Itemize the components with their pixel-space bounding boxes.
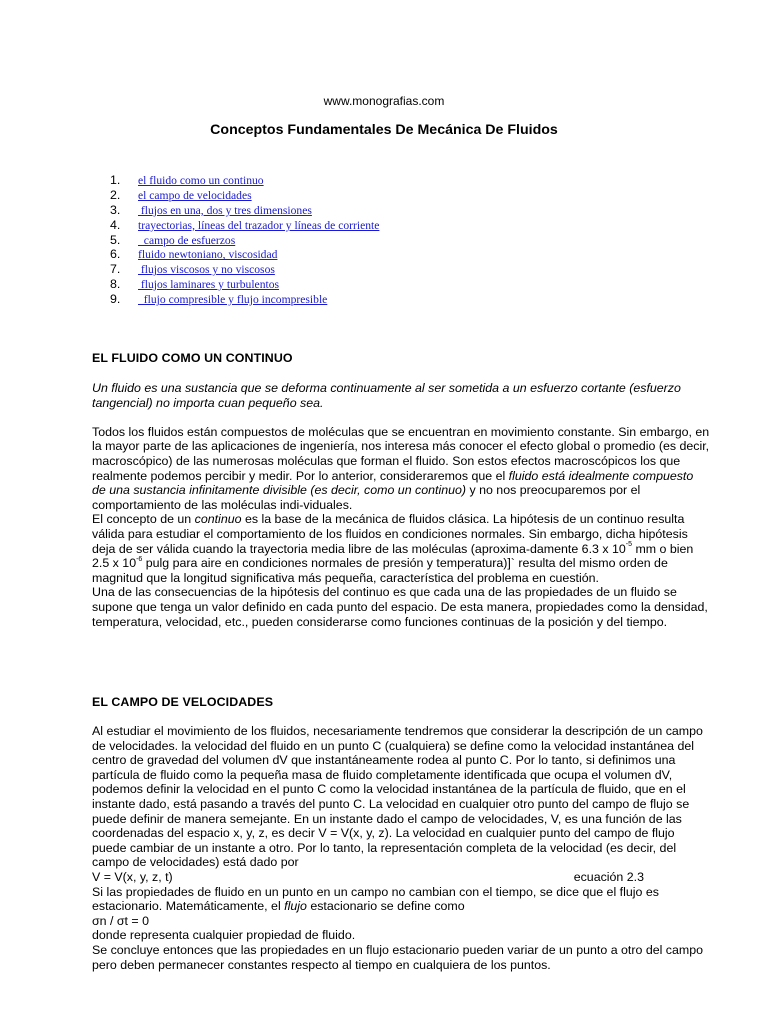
section-heading-fluido-continuo: EL FLUIDO COMO UN CONTINUO — [92, 351, 293, 365]
toc-link-campo-esfuerzos[interactable]: campo de esfuerzos — [138, 233, 236, 247]
toc-item: 9. flujo compresible y flujo incompresible — [110, 292, 328, 307]
definition-paragraph: Un fluido es una sustancia que se deforma continuamente al ser sometida a un esfuerzo cortante (esfuerzo tangencial) no importa cuan pequeño sea. — [92, 381, 681, 410]
equation-label: ecuación 2.3 — [573, 869, 644, 884]
table-of-contents — [110, 173, 379, 307]
section-fluido-continuo — [92, 381, 710, 629]
toc-item: 5. campo de esfuerzos — [110, 232, 236, 247]
toc-link-flujos-laminares[interactable]: flujos laminares y turbulentos — [138, 278, 280, 292]
body-paragraph: Todos los fluidos están compuestos de moléculas que se encuentran en movimiento constante. Sin embargo, en la mayor parte de las aplicaciones de ingeniería, nos interesa más conocer el efecto global o promedio (es decir, macroscópico) de las numerosas moléculas que forman el fluido. Son estos efectos macroscópicos los que realmente podemos percibir y medir. Por lo anterior, consideraremos que el fluido está idealmente compuesto de una sustancia infinitamente divisible (es decir, como un continuo) y no nos preocuparemos por el comportamiento de las moléculas indi-viduales. — [92, 424, 710, 512]
toc-link-fluido-newtoniano[interactable]: fluido newtoniano, viscosidad — [138, 248, 278, 262]
equation: σn / σt = 0 — [92, 913, 149, 928]
body-paragraph: Una de las consecuencias de la hipótesis del continuo es que cada una de las propiedades de un fluido se supone que tenga un valor definido en cada punto del espacio. De esta manera, propiedades como la densidad, temperatura, velocidad, etc., pueden considerarse como funciones continuas de la posición y del tiempo. — [92, 585, 708, 629]
toc-link-flujo-compresible[interactable]: flujo compresible y flujo incompresible — [138, 293, 328, 307]
toc-item: 1. el fluido como un continuo — [110, 173, 264, 187]
site-url: www.monografias.com — [323, 94, 445, 108]
toc-link-campo-velocidades[interactable]: el campo de velocidades — [138, 188, 252, 202]
toc-item: 8. flujos laminares y turbulentos — [110, 277, 280, 292]
document-title: Conceptos Fundamentales De Mecánica De Fluidos — [210, 122, 558, 138]
toc-link-flujos-viscosos[interactable]: flujos viscosos y no viscosos — [138, 263, 275, 277]
toc-link-fluido-continuo[interactable]: el fluido como un continuo — [138, 174, 264, 187]
equation-row — [92, 870, 710, 885]
body-paragraph: Se concluye entonces que las propiedades en un flujo estacionario pueden variar de un punto a otro del campo pero deben permanecer constantes respecto al tiempo en cualquiera de los puntos. — [92, 942, 704, 972]
toc-link-flujos-dimensiones[interactable]: flujos en una, dos y tres dimensiones — [138, 203, 312, 217]
toc-item: 4. trayectorias, líneas del trazador y líneas de corriente — [110, 217, 380, 232]
toc-link-trayectorias[interactable]: trayectorias, líneas del trazador y líneas de corriente — [138, 218, 380, 232]
toc-item: 3. flujos en una, dos y tres dimensiones — [110, 202, 312, 217]
body-paragraph: donde representa cualquier propiedad de fluido. — [92, 928, 356, 943]
equation: V = V(x, y, z, t) — [92, 869, 173, 884]
toc-item: 2. el campo de velocidades — [110, 187, 252, 202]
body-paragraph: Si las propiedades de fluido en un punto en un campo no cambian con el tiempo, se dice que el flujo es estacionario. Matemáticamente, el flujo estacionario se define como — [92, 884, 659, 914]
toc-item: 6. fluido newtoniano, viscosidad — [110, 247, 278, 262]
section-campo-velocidades — [92, 724, 710, 972]
body-paragraph: Al estudiar el movimiento de los fluidos, necesariamente tendremos que considerar la descripción de un campo de velocidades. la velocidad del fluido en un punto C (cualquiera) se define como la velocidad instantánea del centro de gravedad del volumen dV que instantáneamente rodea al punto C. Por lo tanto, si definimos una partícula de fluido como la pequeña masa de fluido completamente identificada que ocupa el volumen dV, podemos definir la velocidad en el punto C como la velocidad instantánea de la partícula de fluido, que en el instante dado, está pasando a través del punto C. La velocidad en cualquier otro punto del campo de flujo se puede definir de manera semejante. En un instante dado el campo de velocidades, V, es una función de las coordenadas del espacio x, y, z, es decir V = V(x, y, z). La velocidad en cualquier punto del campo de flujo puede cambiar de un instante a otro. Por lo tanto, la representación completa de la velocidad (es decir, del campo de velocidades) está dado por — [92, 724, 703, 870]
body-paragraph: El concepto de un continuo es la base de la mecánica de fluidos clásica. La hipótesis de un continuo resulta válida para estudiar el comportamiento de los fluidos en condiciones normales. Sin embargo, dicha hipótesis deja de ser válida cuando la trayectoria media libre de las moléculas (aproxima-damente 6.3 x $10^{-5}$ mm o bien 2.5 x $10^{-6}$ pulg para aire en condiciones normales de presión y temperatura)]` resulta del mismo orden de magnitud que la longitud significativa más pequeña, característica del problema en cuestión. — [92, 512, 694, 585]
section-heading-campo-velocidades: EL CAMPO DE VELOCIDADES — [92, 695, 274, 709]
toc-item: 7. flujos viscosos y no viscosos — [110, 262, 275, 277]
